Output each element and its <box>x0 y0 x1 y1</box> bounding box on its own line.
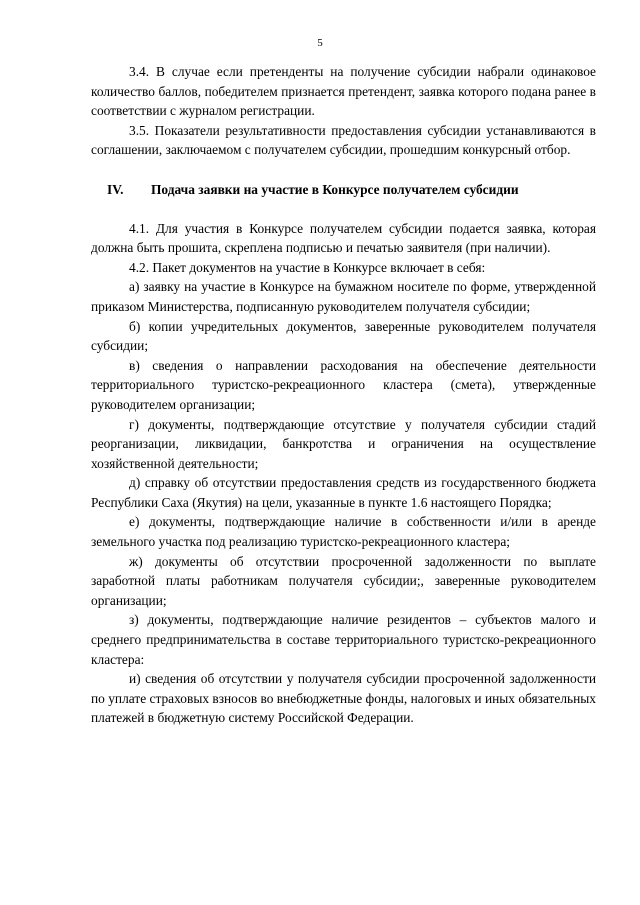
section-title: Подача заявки на участие в Конкурсе получателем субсидии <box>151 181 519 197</box>
list-item-zh: ж) документы об отсутствии просроченной задолженности по выплате заработной платы работникам получателя субсидии;, заверенные руководителем организации; <box>91 553 596 608</box>
list-item-i: и) сведения об отсутствии у получателя субсидии просроченной задолженности по уплате страховых взносов во внебюджетные фонды, налоговых и иных обязательных платежей в бюджетную систему Российской Федерации. <box>91 671 596 726</box>
document-body <box>91 62 596 728</box>
section-heading <box>91 180 596 200</box>
list-item-a: а) заявку на участие в Конкурсе на бумажном носителе по форме, утвержденной приказом Министерства, подписанную руководителем получателя субсидии; <box>91 279 596 314</box>
paragraph-4-2: 4.2. Пакет документов на участие в Конкурсе включает в себя: <box>129 259 486 275</box>
list-item-g: г) документы, подтверждающие отсутствие у получателя субсидии стадий реорганизации, ликвидации, банкротства и ограничения на осуществление хозяйственной деятельности; <box>91 416 596 471</box>
section-number: IV. <box>107 181 124 197</box>
page-number: 5 <box>317 37 323 49</box>
paragraph-3-5: 3.5. Показатели результативности предоставления субсидии устанавливаются в соглашении, заключаемом с получателем субсидии, прошедшим конкурсный отбор. <box>91 122 596 158</box>
list-item-e: е) документы, подтверждающие наличие в собственности и/или в аренде земельного участка под реализацию туристско-рекреационного кластера; <box>91 514 596 550</box>
paragraph-4-1: 4.1. Для участия в Конкурсе получателем субсидии подается заявка, которая должна быть прошита, скреплена подписью и печатью заявителя (при наличии). <box>91 220 596 256</box>
list-item-z: з) документы, подтверждающие наличие резидентов – субъектов малого и среднего предпринимательства в составе территориального туристско-рекреационного кластера: <box>91 612 596 667</box>
list-item-v: в) сведения о направлении расходования на обеспечение деятельности территориального туристско-рекреационного кластера (смета), утвержденные руководителем организации; <box>91 357 596 412</box>
paragraph-3-4: 3.4. В случае если претенденты на получение субсидии набрали одинаковое количество баллов, победителем признается претендент, заявка которого подана ранее в соответствии с журналом регистрации. <box>91 64 596 119</box>
list-item-b: б) копии учредительных документов, заверенные руководителем получателя субсидии; <box>91 318 596 354</box>
list-item-d: д) справку об отсутствии предоставления средств из государственного бюджета Республики Саха (Якутия) на цели, указанные в пункте 1.6 настоящего Порядка; <box>91 475 596 510</box>
